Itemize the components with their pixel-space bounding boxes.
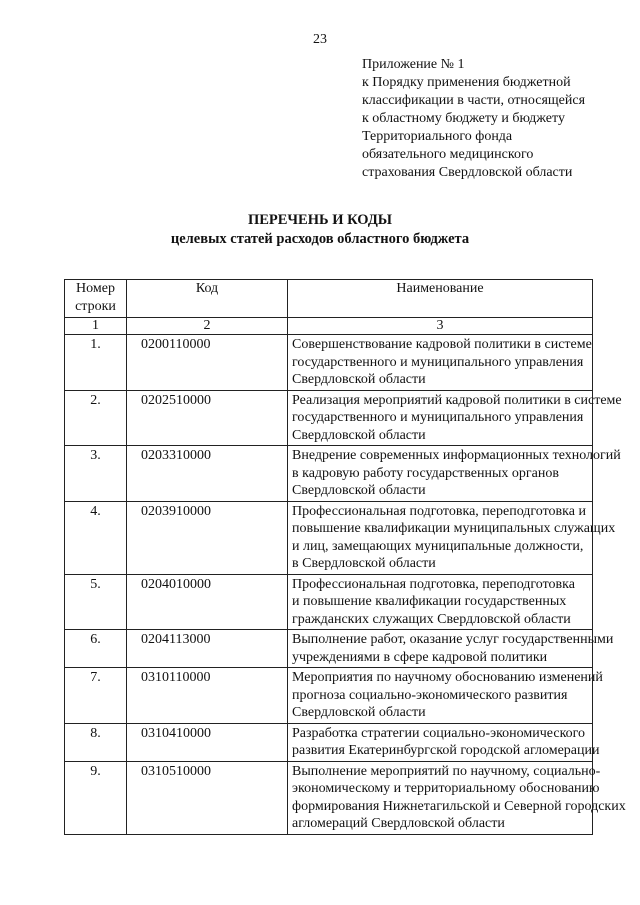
appendix-line: к областному бюджету и бюджету bbox=[362, 111, 565, 126]
row-name-line: Свердловской области bbox=[292, 427, 426, 443]
row-name-line: в кадровую работу государственных органов bbox=[292, 465, 559, 481]
row-code: 0310410000 bbox=[127, 723, 288, 761]
row-name-line: Свердловской области bbox=[292, 705, 426, 720]
header-row bbox=[65, 280, 593, 318]
column-index: 2 bbox=[127, 318, 288, 335]
row-name-line: Реализация мероприятий кадровой политики в системе bbox=[292, 392, 622, 408]
row-name-line: повышение квалификации муниципальных служащих bbox=[292, 521, 616, 536]
table-row bbox=[65, 668, 593, 724]
row-code: 0310510000 bbox=[127, 761, 288, 834]
row-name bbox=[288, 335, 593, 391]
row-name bbox=[288, 761, 626, 834]
row-number: 4. bbox=[65, 501, 127, 574]
row-name-line: Выполнение мероприятий по научному, социально- bbox=[292, 763, 601, 779]
row-name bbox=[288, 630, 614, 668]
row-code: 0310110000 bbox=[127, 668, 288, 724]
row-name-line: Профессиональная подготовка, переподготовка и bbox=[292, 503, 586, 519]
table-row bbox=[65, 335, 593, 391]
row-name-line: Разработка стратегии социально-экономического bbox=[292, 725, 586, 741]
appendix-line: Приложение № 1 bbox=[362, 57, 465, 72]
table-row bbox=[65, 723, 593, 761]
row-code: 0203910000 bbox=[127, 501, 288, 574]
row-number: 7. bbox=[65, 668, 127, 724]
row-name-line: государственного и муниципального управления bbox=[292, 410, 584, 425]
row-name-line: Совершенствование кадровой политики в системе bbox=[292, 337, 592, 352]
row-code: 0203310000 bbox=[127, 446, 288, 502]
header-number-line-2: строки bbox=[75, 299, 116, 314]
row-name bbox=[288, 390, 622, 446]
header-number-line-1: Номер bbox=[76, 281, 115, 296]
row-name-line: учреждениями в сфере кадровой политики bbox=[292, 649, 548, 665]
row-code: 0202510000 bbox=[127, 390, 288, 446]
row-code: 0204010000 bbox=[127, 574, 288, 630]
row-name-line: Внедрение современных информационных технологий bbox=[292, 448, 621, 463]
column-index-row bbox=[65, 318, 593, 335]
row-name-line: в Свердловской области bbox=[292, 556, 436, 571]
row-name bbox=[288, 723, 600, 761]
row-name-line: и повышение квалификации государственных bbox=[292, 594, 567, 609]
header-row-number bbox=[65, 280, 127, 318]
row-name bbox=[288, 668, 603, 724]
row-number: 1. bbox=[65, 335, 127, 391]
row-name-line: Свердловской области bbox=[292, 483, 426, 498]
row-name-line: прогноза социально-экономического развития bbox=[292, 687, 568, 703]
table-row bbox=[65, 501, 593, 574]
row-name-line: Мероприятия по научному обоснованию изменений bbox=[292, 670, 603, 685]
title-line-2: целевых статей расходов областного бюджета bbox=[170, 231, 470, 247]
appendix-line: Территориального фонда bbox=[362, 129, 513, 144]
row-name bbox=[288, 446, 621, 502]
row-name-line: Свердловской области bbox=[292, 372, 426, 387]
row-name-line: формирования Нижнетагильской и Северной городских bbox=[292, 798, 626, 814]
appendix-block bbox=[362, 56, 632, 182]
row-name-line: государственного и муниципального управления bbox=[292, 354, 584, 370]
row-number: 8. bbox=[65, 723, 127, 761]
row-name-line: агломераций Свердловской области bbox=[292, 816, 505, 831]
table-row bbox=[65, 574, 593, 630]
document-title bbox=[0, 211, 640, 249]
row-name bbox=[288, 501, 616, 574]
row-number: 6. bbox=[65, 630, 127, 668]
row-name-line: гражданских служащих Свердловской области bbox=[292, 611, 571, 627]
row-name-line: развития Екатеринбургской городской агломерации bbox=[292, 743, 600, 758]
title-line-1: ПЕРЕЧЕНЬ И КОДЫ bbox=[247, 212, 393, 228]
appendix-line: к Порядку применения бюджетной bbox=[362, 75, 571, 90]
row-number: 9. bbox=[65, 761, 127, 834]
column-index: 3 bbox=[288, 318, 593, 335]
appendix-line: обязательного медицинского bbox=[362, 147, 534, 162]
table-row bbox=[65, 390, 593, 446]
column-index: 1 bbox=[65, 318, 127, 335]
row-name-line: экономическому и территориальному обоснованию bbox=[292, 781, 600, 796]
table-row bbox=[65, 446, 593, 502]
appendix-line: страхования Свердловской области bbox=[362, 165, 573, 180]
row-code: 0204113000 bbox=[127, 630, 288, 668]
row-name bbox=[288, 574, 593, 630]
row-name-line: Профессиональная подготовка, переподготовка bbox=[292, 576, 575, 592]
row-number: 2. bbox=[65, 390, 127, 446]
row-name-line: Выполнение работ, оказание услуг государственными bbox=[292, 632, 614, 647]
appendix-line: классификации в части, относящейся bbox=[362, 93, 586, 108]
table-row bbox=[65, 761, 593, 834]
row-name-line: и лиц, замещающих муниципальные должности, bbox=[292, 538, 584, 554]
row-number: 5. bbox=[65, 574, 127, 630]
table-row bbox=[65, 630, 593, 668]
header-code: Код bbox=[127, 280, 288, 318]
row-code: 0200110000 bbox=[127, 335, 288, 391]
row-number: 3. bbox=[65, 446, 127, 502]
page-number: 23 bbox=[313, 32, 327, 47]
header-name: Наименование bbox=[288, 280, 593, 318]
codes-table bbox=[64, 279, 626, 835]
